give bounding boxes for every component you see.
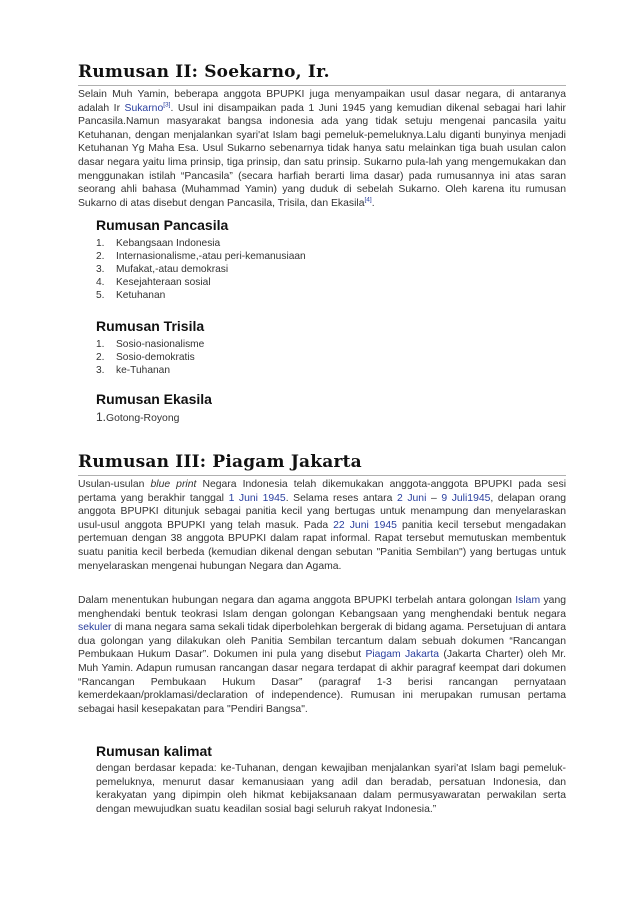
paragraph-rumusan-kalimat: dengan berdasar kepada: ke-Tuhanan, dengan kewajiban menjalankan syari'at Islam bagi pemeluk-pemeluknya, menurut dasar kemanusiaan yang adil dan beradab, persatuan Indonesia, dan kerakyatan yang dipimpin oleh hikmat kebijaksanaan dalam permusyawaratan perwakilan serta dengan mewujudkan suatu keadilan sosial bagi seluruh rakyat Indonesia.”: [96, 763, 566, 815]
link-9-juli[interactable]: 9 Juli: [441, 492, 468, 504]
link-1945[interactable]: 1945: [373, 519, 397, 531]
link-22-juni[interactable]: 22 Juni: [333, 519, 369, 531]
link-sukarno[interactable]: Sukarno: [124, 102, 164, 114]
list-item: 4. Kesejahteraan sosial: [96, 277, 211, 289]
ref-3[interactable]: [3]: [163, 101, 171, 109]
list-pancasila: [96, 237, 306, 302]
heading-rumusan-trisila: Rumusan Trisila: [96, 318, 205, 334]
paragraph-hubungan-negara-agama: Dalam menentukan hubungan negara dan agama anggota BPUPKI terbelah antara golongan Islam yang menghendaki bentuk teokrasi Islam dengan golongan Kebangsaan yang menghendaki bentuk negara sekuler di mana negara sama sekali tidak diperbolehkan bergerak di bidang agama. Persetujuan di antara dua golongan yang dilakukan oleh Panitia Sembilan tercantum dalam sebuah dokumen “Rancangan Pembukaan Hukum Dasar”. Dokumen ini pula yang disebut Piagam Jakarta (Jakarta Charter) oleh Mr. Muh Yamin. Adapun rumusan rancangan dasar negara terdapat di akhir paragraf keempat dari dokumen “Rancangan Pembukaan Hukum Dasar” (paragraf 1-3 berisi rancangan pernyataan kemerdekaan/proklamasi/declaration of independence). Rumusan ini merupakan rumusan pertama sebagai hasil kesepakatan para "Pendiri Bangsa".: [78, 595, 567, 715]
list-trisila: [96, 338, 204, 377]
list-item: 3. Mufakat,-atau demokrasi: [96, 264, 229, 276]
paragraph-soekarno: Selain Muh Yamin, beberapa anggota BPUPKI juga menyampaikan usul dasar negara, di antaranya adalah Ir Sukarno[3]. Usul ini disampaikan pada 1 Juni 1945 yang kemudian dikenal sebagai hari lahir Pancasila.Namun masyarakat bangsa indonesia ada yang tidak setuju mengenai pancasila yaitu Ketuhanan, dengan menjalankan syari'at Islam bagi pemeluk-pemeluknya.Lalu diganti bunyinya menjadi Ketuhanan Yg Maha Esa. Usul Sukarno sebenarnya tidak hanya satu melainkan tiga buah usulan calon dasar negara yaitu lima prinsip, tiga prinsip, dan satu prinsip. Sukarno pula-lah yang mengemukakan dan menggunakan istilah “Pancasila” (secara harfiah berarti lima dasar) pada rumusannya ini atas saran seorang ahli bahasa (Muhammad Yamin) yang duduk di sebelah Sukarno. Oleh karena itu rumusan Sukarno di atas disebut dengan Pancasila, Trisila, dan Ekasila[4].: [78, 89, 567, 209]
list-item: 1. Kebangsaan Indonesia: [96, 238, 221, 249]
ekasila-item: 1.Gotong-Royong: [96, 410, 180, 424]
section-title-soekarno: Rumusan II: Soekarno, Ir.: [78, 62, 566, 86]
link-2-juni[interactable]: 2 Juni: [396, 492, 427, 504]
link-1945[interactable]: 1945: [262, 492, 286, 504]
ref-4[interactable]: [4]: [364, 196, 372, 204]
paragraph-usulan: Usulan-usulan blue print Negara Indonesia telah dikemukakan anggota-anggota BPUPKI pada sesi pertama yang berakhir tanggal 1 Juni 1945. Selama reses antara 2 Juni – 9 Juli1945, delapan orang anggota BPUPKI ditunjuk sebagai panitia kecil yang bertugas untuk menampung dan menyelaraskan usul-usul anggota BPUPKI yang telah masuk. Pada 22 Juni 1945 panitia kecil tersebut mengadakan pertemuan dengan 38 anggota BPUPKI dalam rapat informal. Rapat tersebut memutuskan membentuk suatu panitia kecil berbeda (kemudian dikenal dengan sebutan "Panitia Sembilan") yang bertugas untuk menyelaraskan mengenai hubungan Negara dan Agama.: [78, 479, 567, 572]
link-piagam-jakarta[interactable]: Piagam Jakarta: [365, 649, 440, 661]
list-item: 3. ke-Tuhanan: [96, 365, 170, 377]
section-title-piagam-jakarta: Rumusan III: Piagam Jakarta: [78, 452, 566, 476]
heading-rumusan-kalimat: Rumusan kalimat: [96, 743, 212, 759]
link-1945[interactable]: 1945: [467, 492, 491, 504]
link-islam[interactable]: Islam: [515, 595, 541, 606]
heading-rumusan-ekasila: Rumusan Ekasila: [96, 391, 212, 407]
list-item: 2. Sosio-demokratis: [96, 352, 195, 364]
list-item: 1. Sosio-nasionalisme: [96, 339, 205, 350]
link-sekuler[interactable]: sekuler: [78, 622, 112, 634]
link-1-juni[interactable]: 1 Juni: [228, 492, 258, 504]
list-item: 2. Internasionalisme,-atau peri-kemanusiaan: [96, 251, 306, 263]
heading-rumusan-pancasila: Rumusan Pancasila: [96, 217, 229, 233]
list-item: 5. Ketuhanan: [96, 290, 166, 302]
